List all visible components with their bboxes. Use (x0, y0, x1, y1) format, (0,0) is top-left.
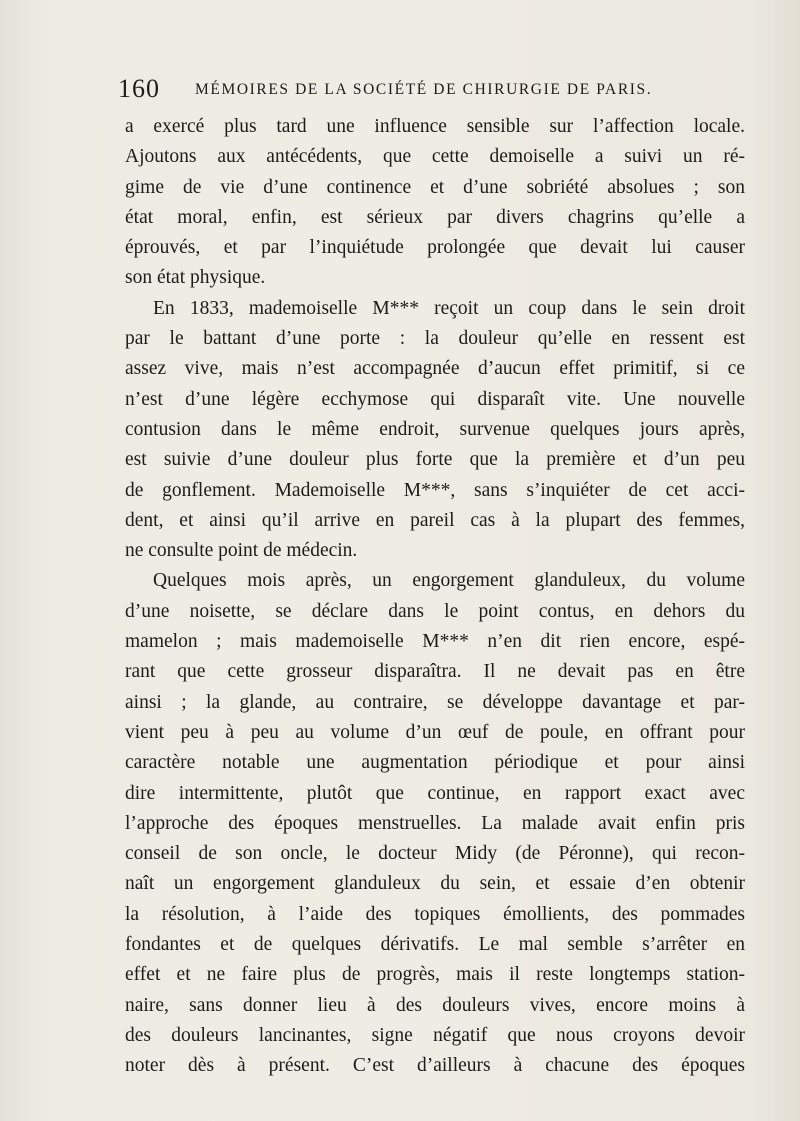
text-line: effet et ne faire plus de progrès, mais il reste longtemps station- (125, 964, 745, 986)
text-line: assez vive, mais n’est accompagnée d’aucun effet primitif, si ce (125, 358, 745, 380)
text-line: Quelques mois après, un engorgement glanduleux, du volume (153, 570, 745, 592)
body-text (125, 112, 745, 1082)
text-line: son état physique. (125, 267, 266, 289)
text-line: état moral, enfin, est sérieux par divers chagrins qu’elle a (125, 206, 745, 228)
text-line: naire, sans donner lieu à des douleurs vives, encore moins à (125, 994, 745, 1016)
text-line: ne consulte point de médecin. (125, 540, 358, 562)
text-line: d’une noisette, se déclare dans le point contus, en dehors du (125, 600, 745, 622)
text-line: éprouvés, et par l’inquiétude prolongée que devait lui causer (125, 237, 745, 259)
text-line: mamelon ; mais mademoiselle M*** n’en dit rien encore, espé- (125, 631, 745, 653)
text-line: dent, et ainsi qu’il arrive en pareil cas à la plupart des femmes, (125, 509, 745, 531)
text-line: Ajoutons aux antécédents, que cette demoiselle a suivi un ré- (125, 146, 745, 168)
text-line: rant que cette grosseur disparaîtra. Il ne devait pas en être (125, 661, 745, 683)
text-line: par le battant d’une porte : la douleur qu’elle en ressent est (125, 328, 745, 350)
text-line: est suivie d’une douleur plus forte que la première et d’un peu (125, 449, 745, 471)
text-line: naît un engorgement glanduleux du sein, et essaie d’en obtenir (125, 873, 745, 895)
running-title: MÉMOIRES DE LA SOCIÉTÉ DE CHIRURGIE DE PARIS. (195, 81, 653, 98)
page-header (118, 74, 738, 108)
text-line: ainsi ; la glande, au contraire, se développe davantage et par- (125, 691, 745, 713)
text-line: noter dès à présent. C’est d’ailleurs à chacune des époques (125, 1055, 745, 1077)
text-line: gime de vie d’une continence et d’une sobriété absolues ; son (125, 176, 745, 198)
page-number: 160 (118, 74, 160, 103)
text-line: des douleurs lancinantes, signe négatif que nous croyons devoir (125, 1024, 745, 1046)
text-line: n’est d’une légère ecchymose qui disparaît vite. Une nouvelle (125, 388, 745, 410)
text-line: la résolution, à l’aide des topiques émollients, des pommades (125, 903, 745, 925)
text-line: En 1833, mademoiselle M*** reçoit un coup dans le sein droit (153, 297, 745, 319)
text-line: de gonflement. Mademoiselle M***, sans s’inquiéter de cet acci- (125, 479, 745, 501)
text-line: dire intermittente, plutôt que continue, en rapport exact avec (125, 782, 745, 804)
text-line: conseil de son oncle, le docteur Midy (de Péronne), qui recon- (125, 843, 745, 865)
text-line: fondantes et de quelques dérivatifs. Le mal semble s’arrêter en (125, 934, 745, 956)
text-line: contusion dans le même endroit, survenue quelques jours après, (125, 418, 745, 440)
text-line: l’approche des époques menstruelles. La malade avait enfin pris (125, 812, 745, 834)
text-line: a exercé plus tard une influence sensible sur l’affection locale. (125, 116, 745, 137)
text-line: caractère notable une augmentation périodique et pour ainsi (125, 752, 745, 774)
text-line: vient peu à peu au volume d’un œuf de poule, en offrant pour (125, 721, 745, 743)
